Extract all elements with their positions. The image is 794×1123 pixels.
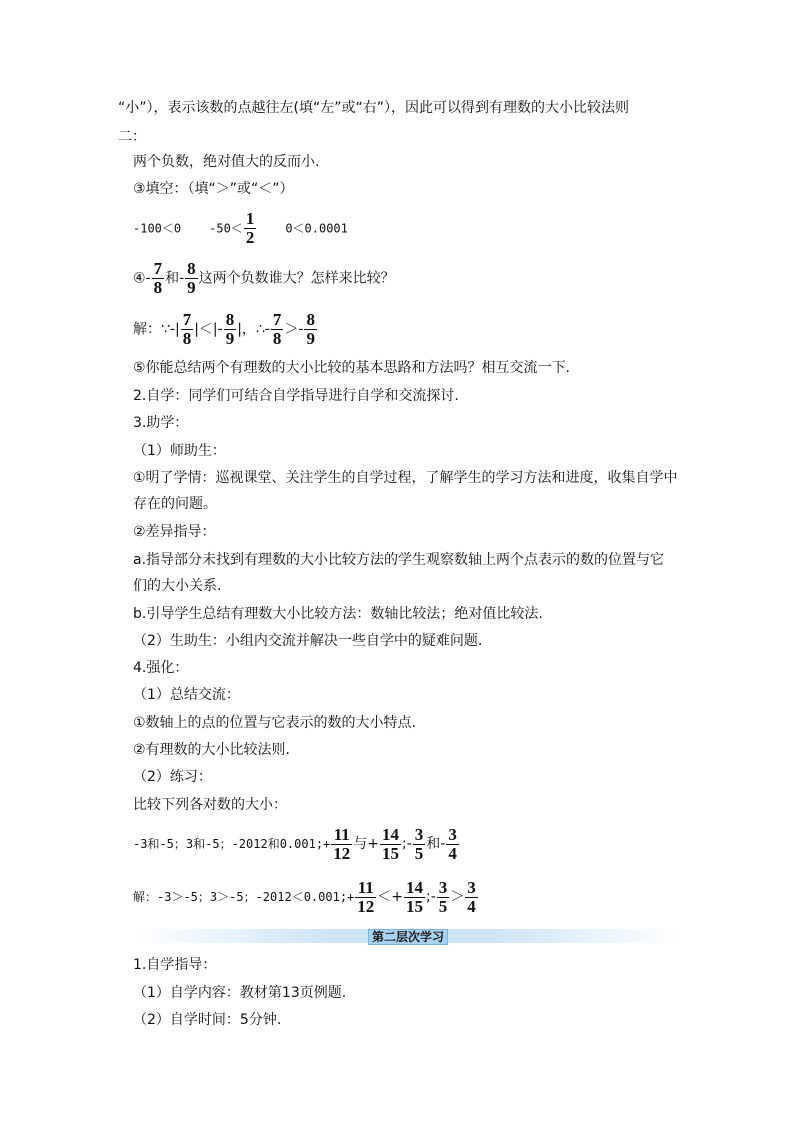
fraction: $\frac{3}{4}$ [467, 877, 476, 916]
fraction: $\frac{11}{12}$ [357, 877, 375, 916]
text-line: （2）自学时间：5分钟. [133, 1012, 282, 1028]
exercise-line: -3和-5；3和-5；-2012和0.001;+ $\frac{11}{12}$ 与+ $\frac{14}{15}$ ;- $\frac{3}{5}$ 和- $\frac{3}{4}$ [133, 824, 457, 863]
text-line: “小”），表示该数的点越往左(填“左”或“右”），因此可以得到有理数的大小比较法则 [118, 100, 629, 116]
text-line: a.指导部分未找到有理数的大小比较方法的学生观察数轴上两个点表示的数的位置与它 [133, 552, 665, 568]
section-banner-title: 第二层次学习 [368, 929, 448, 945]
fraction: $\frac{7}{8}$ [153, 259, 163, 297]
question-line: ④- $\frac{7}{8}$ 和- $\frac{8}{9}$ 这两个负数谁大？怎样来比较？ [133, 259, 395, 297]
text-line: 4.强化： [133, 660, 189, 676]
fill-in-line [133, 210, 348, 247]
text-line: ①数轴上的点的位置与它表示的数的大小特点. [133, 715, 416, 731]
fraction: $\frac{8}{9}$ [225, 310, 235, 348]
text-line: 们的大小关系. [133, 578, 222, 594]
fraction: $\frac{8}{9}$ [187, 259, 196, 297]
text-line: 3.助学： [133, 415, 189, 431]
fraction: $\frac{8}{9}$ [306, 310, 315, 348]
text-line: 1.自学指导： [133, 957, 217, 973]
fraction: $\frac{11}{12}$ [333, 824, 351, 863]
text-line: 存在的问题。 [133, 496, 217, 512]
text-line: 二： [118, 129, 146, 145]
fraction: $\frac{7}{8}$ [272, 310, 282, 348]
text-line: ①明了学情：巡视课堂、关注学生的自学过程，了解学生的学习方法和进度，收集自学中 [133, 470, 678, 486]
fraction: $\frac{14}{15}$ [406, 877, 424, 916]
text-line: （1）总结交流： [133, 687, 240, 703]
text-line: （1）师助生： [133, 443, 226, 459]
inequality: 0＜0.0001 [285, 221, 348, 236]
text-line: （2）练习： [133, 769, 212, 785]
fraction: $\frac{3}{4}$ [448, 824, 457, 863]
fraction: $\frac{3}{5}$ [414, 824, 424, 863]
text-line: ③填空：（填“＞”或“＜”） [133, 181, 294, 197]
text-line: b.引导学生总结有理数大小比较方法：数轴比较法；绝对值比较法. [133, 606, 543, 622]
fraction: $\frac{7}{8}$ [182, 310, 192, 348]
fraction: $\frac{3}{5}$ [438, 877, 448, 916]
text-line: 2.自学：同学们可结合自学指导进行自学和交流探讨. [133, 388, 459, 404]
text-line: ⑤你能总结两个有理数的大小比较的基本思路和方法吗？相互交流一下. [133, 360, 570, 376]
fraction: $\frac{14}{15}$ [382, 824, 400, 863]
text-line: （1）自学内容：教材第13页例题. [133, 985, 347, 1001]
text-line: （2）生助生：小组内交流并解决一些自学中的疑难问题. [133, 633, 483, 649]
solution-line: 解：∵-| $\frac{7}{8}$ |＜|- $\frac{8}{9}$ |，∴- $\frac{7}{8}$ ＞- $\frac{8}{9}$ [133, 310, 315, 348]
text-line: 两个负数，绝对值大的反而小. [133, 154, 320, 170]
text-line: ②有理数的大小比较法则. [133, 742, 291, 758]
fraction: $\frac{1}{2}$ [245, 209, 255, 247]
answer-line: 解：-3＞-5；3＞-5；-2012＜0.001;+ $\frac{11}{12}$ ＜+ $\frac{14}{15}$ ;- $\frac{3}{5}$ ＞ $\frac{3}{4}$ [133, 877, 476, 916]
inequality: -50＜ [209, 221, 243, 236]
text-line: ②差异指导： [133, 524, 216, 540]
inequality: -100＜0 [133, 221, 182, 236]
text-line: 比较下列各对数的大小： [133, 797, 287, 813]
